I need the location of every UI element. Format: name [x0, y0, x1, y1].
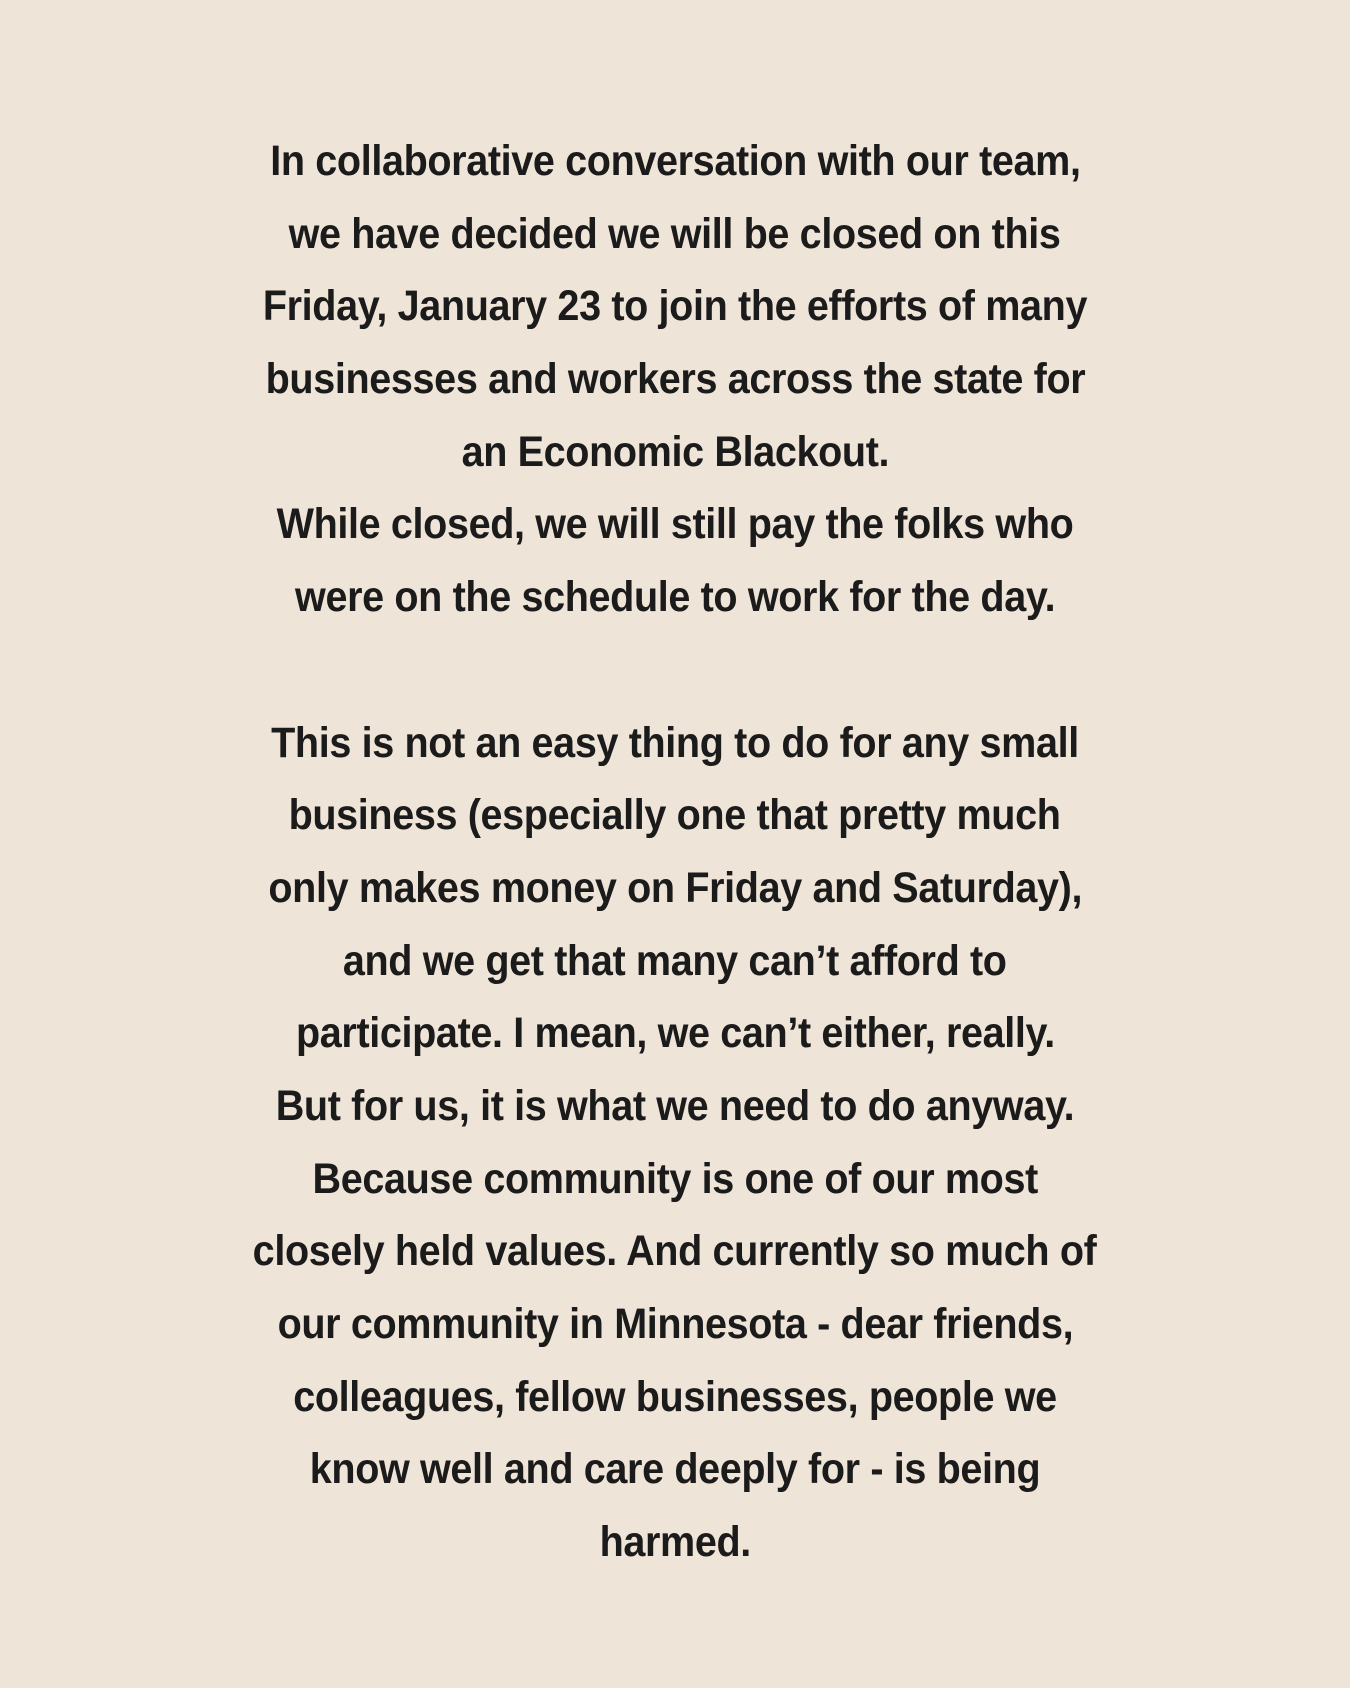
statement-line: Friday, January 23 to join the efforts of many	[262, 282, 1088, 331]
statement-line: closely held values. And currently so much of	[253, 1227, 1097, 1276]
statement-line: In collaborative conversation with our team,	[269, 137, 1081, 185]
closure-statement	[0, 125, 1350, 1579]
statement-line: colleagues, fellow businesses, people we	[293, 1372, 1057, 1421]
statement-line: and we get that many can’t afford to	[343, 936, 1007, 985]
statement-line: Because community is one of our most	[312, 1154, 1038, 1203]
statement-line: But for us, it is what we need to do anyway.	[275, 1081, 1075, 1130]
statement-line: participate. I mean, we can’t either, really.	[295, 1009, 1055, 1058]
statement-line: businesses and workers across the state for	[265, 355, 1085, 404]
statement-line: our community in Minnesota - dear friends,	[277, 1300, 1073, 1348]
statement-line: only makes money on Friday and Saturday),	[268, 863, 1082, 912]
statement-line: were on the schedule to work for the day.	[294, 573, 1056, 622]
statement-line: know well and care deeply for - is being	[309, 1445, 1041, 1494]
statement-line: While closed, we will still pay the folks who	[276, 500, 1074, 549]
statement-line: This is not an easy thing to do for any small	[271, 718, 1079, 767]
statement-line: business (especially one that pretty much	[289, 791, 1061, 840]
statement-line: harmed.	[599, 1518, 751, 1567]
statement-line: we have decided we will be closed on this	[289, 209, 1061, 258]
statement-line: an Economic Blackout.	[461, 427, 889, 476]
